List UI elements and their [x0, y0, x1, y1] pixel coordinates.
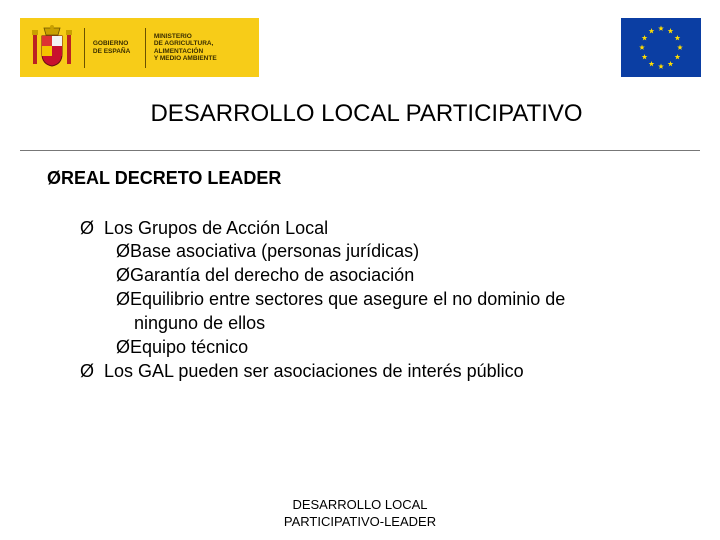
list-item-text: ninguno de ellos [134, 313, 266, 333]
ministry-text [154, 33, 259, 63]
eu-flag-icon [621, 18, 701, 77]
title-divider [20, 150, 700, 151]
footer-line2: PARTICIPATIVO-LEADER [283, 514, 437, 529]
list-item-continuation [134, 313, 265, 334]
eu-star-icon [658, 64, 664, 69]
eu-star-icon [675, 54, 681, 59]
eu-star-icon [677, 45, 683, 50]
list-item [116, 337, 248, 358]
heading-text: REAL DECRETO LEADER [61, 168, 282, 188]
eu-star-icon [658, 26, 664, 31]
list-item [80, 361, 524, 382]
spain-government-text [93, 40, 135, 55]
heading-row [47, 168, 281, 189]
ministry-line3: Y MEDIO AMBIENTE [153, 55, 217, 62]
logo-separator [145, 28, 146, 68]
spain-gov-line1: GOBIERNO [92, 40, 129, 47]
spain-gov-line2: DE ESPAÑA [92, 47, 131, 55]
eu-star-icon [649, 61, 655, 66]
eu-star-icon [642, 54, 648, 59]
eu-star-icon [675, 35, 681, 40]
list-item-text: Garantía del derecho de asociación [130, 265, 415, 285]
footer-line1: DESARROLLO LOCAL [292, 497, 428, 512]
bullet-arrow-icon: Ø [47, 168, 62, 188]
bullet-arrow-icon: Ø [80, 218, 95, 238]
list-item [116, 265, 414, 286]
bullet-arrow-icon: Ø [116, 241, 131, 261]
list-item-text: Base asociativa (personas jurídicas) [130, 241, 420, 261]
list-item [80, 218, 328, 239]
spain-government-logo [20, 18, 259, 77]
bullet-arrow-icon: Ø [116, 265, 131, 285]
spain-coat-of-arms-icon [30, 24, 74, 72]
eu-star-icon [668, 28, 674, 33]
logo-separator [84, 28, 85, 68]
slide-title: DESARROLLO LOCAL PARTICIPATIVO [150, 100, 583, 127]
bullet-arrow-icon: Ø [116, 289, 131, 309]
eu-star-icon [639, 45, 645, 50]
list-item-text: Equilibrio entre sectores que asegure el no dominio de [130, 289, 566, 309]
list-item-text: Los Grupos de Acción Local [104, 218, 329, 238]
ministry-line2: DE AGRICULTURA, ALIMENTACIÓN [153, 40, 214, 55]
slide-footer [240, 496, 480, 530]
bullet-arrow-icon: Ø [80, 361, 95, 381]
eu-star-icon [649, 28, 655, 33]
ministry-line1: MINISTERIO [153, 32, 192, 40]
list-item [116, 241, 419, 262]
bullet-arrow-icon: Ø [116, 337, 131, 357]
eu-star-icon [642, 35, 648, 40]
list-item-text: Equipo técnico [130, 337, 249, 357]
list-item-text: Los GAL pueden ser asociaciones de interés público [104, 361, 524, 381]
eu-star-icon [668, 61, 674, 66]
list-item [116, 289, 565, 310]
